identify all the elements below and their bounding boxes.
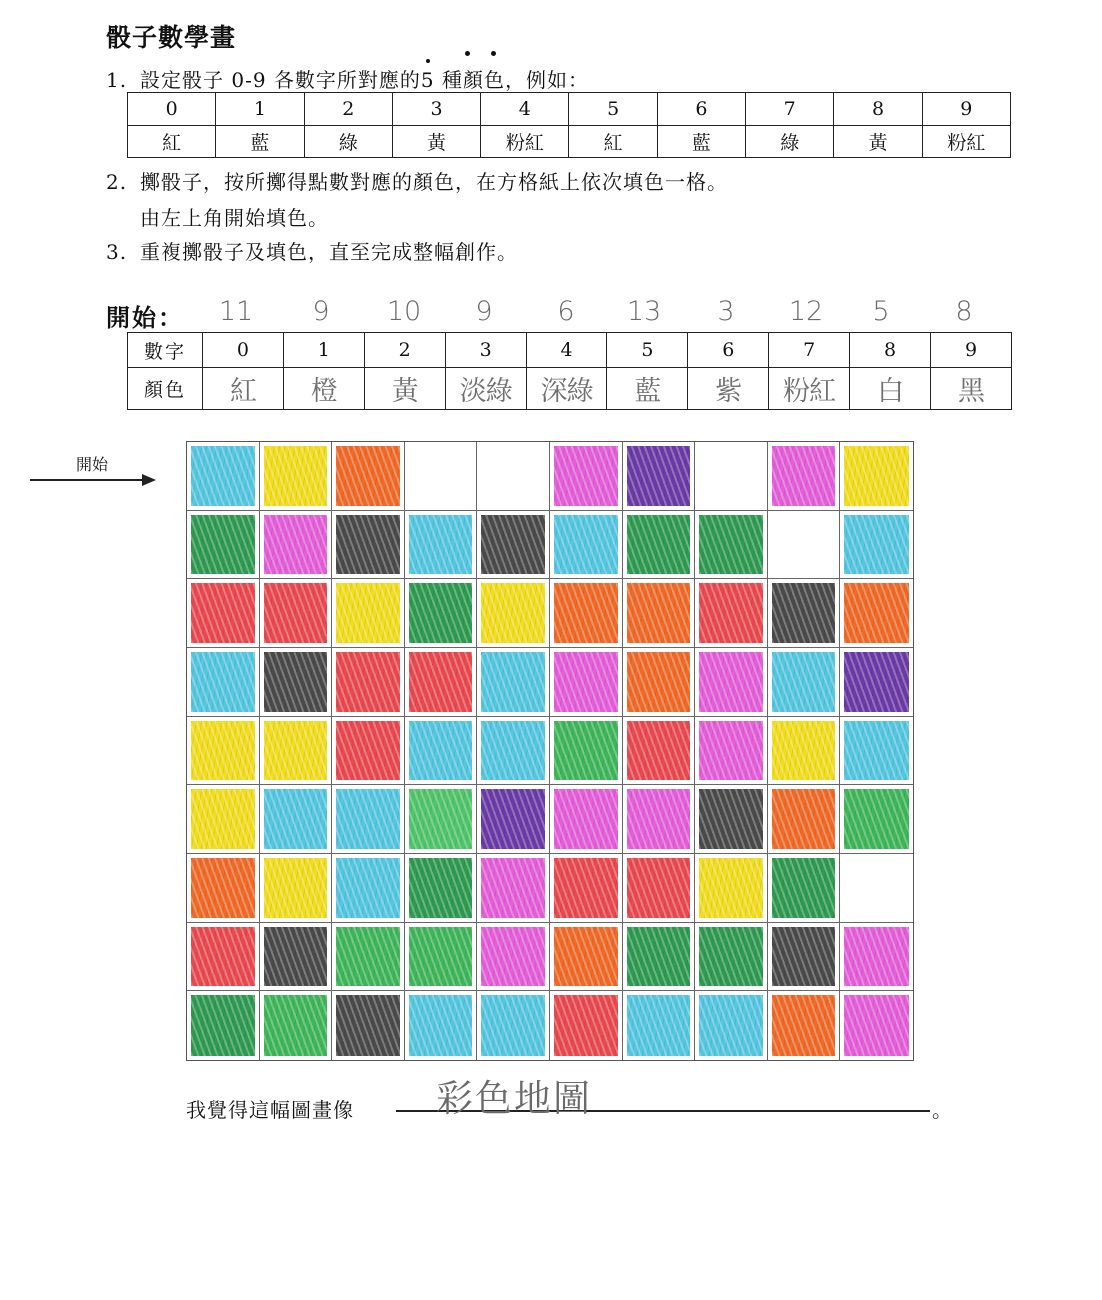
grid-cell — [840, 991, 913, 1060]
crayon-swatch — [772, 652, 836, 712]
crayon-swatch — [409, 858, 473, 918]
step-3-text: 重複擲骰子及填色，直至完成整幅創作。 — [140, 240, 518, 264]
example-number-cell: 6 — [657, 93, 745, 126]
grid-cell — [695, 854, 768, 923]
step-3 — [106, 236, 518, 265]
example-number-cell: 7 — [746, 93, 834, 126]
roll-value: 9 — [312, 296, 330, 327]
grid-cell — [477, 785, 550, 854]
grid-cell — [405, 579, 478, 648]
grid-cell — [405, 854, 478, 923]
crayon-swatch — [191, 721, 255, 781]
crayon-swatch — [627, 789, 691, 849]
grid-cell — [695, 648, 768, 717]
mapping-color-cell: 黑 — [931, 368, 1012, 410]
example-color-cell: 粉紅 — [922, 125, 1010, 158]
grid-cell — [550, 785, 623, 854]
grid-cell — [332, 511, 405, 580]
grid-cell — [695, 511, 768, 580]
crayon-swatch — [336, 583, 400, 643]
crayon-swatch — [627, 515, 691, 575]
grid-cell — [550, 923, 623, 992]
step-1-text-pre: 設定骰子 0-9 各數字所對應的 — [140, 68, 421, 92]
example-number-cell: 1 — [216, 93, 304, 126]
example-color-cell: 黃 — [834, 125, 922, 158]
crayon-swatch — [554, 858, 618, 918]
crayon-swatch — [772, 583, 836, 643]
start-label: 開始： — [106, 303, 184, 332]
grid-cell — [187, 648, 260, 717]
grid-cell — [550, 991, 623, 1060]
grid-cell — [405, 717, 478, 786]
crayon-swatch — [336, 515, 400, 575]
grid-cell — [768, 991, 841, 1060]
crayon-swatch — [772, 789, 836, 849]
grid-cell — [768, 579, 841, 648]
crayon-swatch — [264, 995, 328, 1056]
step-1 — [106, 64, 589, 93]
crayon-swatch — [772, 927, 836, 987]
grid-cell — [550, 579, 623, 648]
mapping-color-cell: 粉紅 — [769, 368, 850, 410]
crayon-swatch — [844, 652, 909, 712]
crayon-swatch — [699, 995, 763, 1056]
crayon-swatch — [191, 789, 255, 849]
example-color-cell: 紅 — [128, 125, 216, 158]
grid-cell — [332, 923, 405, 992]
crayon-swatch — [554, 652, 618, 712]
crayon-swatch — [409, 515, 473, 575]
crayon-swatch — [627, 927, 691, 987]
grid-cell — [840, 648, 913, 717]
crayon-swatch — [699, 583, 763, 643]
grid-cell — [332, 854, 405, 923]
grid-cell — [695, 923, 768, 992]
color-grid — [186, 441, 914, 1061]
grid-cell — [695, 579, 768, 648]
mapping-number-cell: 4 — [526, 333, 607, 368]
crayon-swatch — [772, 858, 836, 918]
crayon-swatch — [699, 789, 763, 849]
crayon-swatch — [264, 446, 328, 506]
crayon-swatch — [191, 515, 255, 575]
crayon-swatch — [627, 995, 691, 1056]
mapping-color-cell: 白 — [850, 368, 931, 410]
crayon-swatch — [772, 721, 836, 781]
crayon-swatch — [409, 652, 473, 712]
example-color-cell: 藍 — [216, 125, 304, 158]
roll-value: 11 — [218, 296, 254, 327]
step-1-dotted-text: 顏色 — [463, 64, 505, 93]
mapping-color-cell: 橙 — [283, 368, 364, 410]
step-1-text-post: ，例如： — [505, 68, 590, 92]
grid-cell — [260, 717, 333, 786]
grid-cell — [405, 442, 478, 511]
grid-cell — [405, 991, 478, 1060]
grid-cell — [768, 648, 841, 717]
sentence-prefix: 我覺得這幅圖畫像 — [186, 1098, 354, 1122]
step-1-text-mid: 種 — [434, 68, 464, 92]
grid-cell — [260, 579, 333, 648]
mapping-number-cell: 0 — [203, 333, 284, 368]
crayon-swatch — [336, 858, 400, 918]
crayon-swatch — [409, 995, 473, 1056]
sentence-period: 。 — [932, 1098, 952, 1122]
example-color-cell: 黃 — [392, 125, 480, 158]
mapping-number-cell: 9 — [931, 333, 1012, 368]
grid-cell — [623, 442, 696, 511]
grid-cell — [405, 923, 478, 992]
crayon-swatch — [191, 927, 255, 987]
crayon-swatch — [844, 583, 909, 643]
crayon-swatch — [191, 995, 255, 1056]
example-color-table — [127, 92, 1011, 158]
crayon-swatch — [627, 858, 691, 918]
step-2-continuation: 由左上角開始填色。 — [140, 206, 329, 230]
crayon-swatch — [554, 446, 618, 506]
grid-cell — [332, 991, 405, 1060]
mapping-color-cell: 淡綠 — [445, 368, 526, 410]
crayon-swatch — [264, 583, 328, 643]
example-color-cell: 綠 — [304, 125, 392, 158]
grid-cell — [840, 579, 913, 648]
crayon-swatch — [264, 721, 328, 781]
crayon-swatch — [772, 446, 836, 506]
grid-cell — [187, 991, 260, 1060]
grid-cell — [840, 511, 913, 580]
crayon-swatch — [844, 515, 909, 575]
crayon-swatch — [844, 446, 909, 506]
crayon-swatch — [772, 995, 836, 1056]
crayon-swatch — [844, 789, 909, 849]
crayon-swatch — [481, 858, 545, 918]
example-color-cell: 紅 — [569, 125, 657, 158]
grid-cell — [768, 442, 841, 511]
example-color-cell: 藍 — [657, 125, 745, 158]
roll-value: 10 — [386, 296, 422, 327]
example-number-cell: 8 — [834, 93, 922, 126]
grid-cell — [768, 854, 841, 923]
mapping-color-cell: 紫 — [688, 368, 769, 410]
grid-cell — [260, 854, 333, 923]
grid-cell — [840, 923, 913, 992]
crayon-swatch — [191, 652, 255, 712]
grid-cell — [260, 511, 333, 580]
crayon-swatch — [699, 721, 763, 781]
mapping-number-cell: 1 — [283, 333, 364, 368]
crayon-swatch — [481, 927, 545, 987]
crayon-swatch — [409, 789, 473, 849]
color-mapping-table — [127, 332, 1012, 410]
grid-cell — [623, 511, 696, 580]
roll-value: 13 — [626, 296, 662, 327]
grid-cell — [768, 511, 841, 580]
mapping-number-cell: 6 — [688, 333, 769, 368]
grid-cell — [332, 648, 405, 717]
crayon-swatch — [481, 583, 545, 643]
mapping-number-cell: 8 — [850, 333, 931, 368]
crayon-swatch — [336, 652, 400, 712]
crayon-swatch — [264, 515, 328, 575]
example-color-cell: 綠 — [746, 125, 834, 158]
crayon-swatch — [699, 515, 763, 575]
mapping-color-cell: 黃 — [364, 368, 445, 410]
mapping-number-cell: 2 — [364, 333, 445, 368]
crayon-swatch — [264, 652, 328, 712]
grid-cell — [187, 923, 260, 992]
example-number-cell: 2 — [304, 93, 392, 126]
grid-cell — [623, 854, 696, 923]
grid-cell — [187, 511, 260, 580]
grid-cell — [477, 923, 550, 992]
roll-value: 12 — [788, 296, 824, 327]
example-color-cell: 粉紅 — [481, 125, 569, 158]
grid-cell — [477, 854, 550, 923]
step-3-number: 3. — [106, 240, 128, 264]
step-2-text: 擲骰子，按所擲得點數對應的顏色，在方格紙上依次填色一格。 — [140, 170, 728, 194]
grid-cell — [332, 579, 405, 648]
grid-cell — [550, 442, 623, 511]
mapping-color-cell: 紅 — [203, 368, 284, 410]
crayon-swatch — [336, 995, 400, 1056]
roll-value: 8 — [955, 296, 973, 327]
grid-cell — [260, 923, 333, 992]
step-2 — [106, 166, 728, 195]
crayon-swatch — [844, 995, 909, 1056]
crayon-swatch — [627, 721, 691, 781]
crayon-swatch — [336, 446, 400, 506]
start-arrow-head-icon — [142, 474, 156, 486]
crayon-swatch — [336, 721, 400, 781]
crayon-swatch — [554, 583, 618, 643]
step-2-number: 2. — [106, 170, 128, 194]
mapping-number-cell: 3 — [445, 333, 526, 368]
crayon-swatch — [627, 583, 691, 643]
crayon-swatch — [554, 995, 618, 1056]
grid-cell — [477, 511, 550, 580]
crayon-swatch — [191, 446, 255, 506]
mapping-color-cell: 深綠 — [526, 368, 607, 410]
crayon-swatch — [409, 583, 473, 643]
mapping-number-cell: 7 — [769, 333, 850, 368]
grid-cell — [405, 511, 478, 580]
example-number-cell: 4 — [481, 93, 569, 126]
color-header: 顏色 — [128, 368, 203, 410]
grid-cell — [187, 854, 260, 923]
roll-value: 3 — [717, 296, 735, 327]
grid-cell — [260, 442, 333, 511]
crayon-swatch — [699, 858, 763, 918]
example-number-cell: 5 — [569, 93, 657, 126]
number-header: 數字 — [128, 333, 203, 368]
crayon-swatch — [627, 652, 691, 712]
crayon-swatch — [554, 721, 618, 781]
crayon-swatch — [554, 515, 618, 575]
handwritten-answer: 彩色地圖 — [436, 1077, 592, 1120]
crayon-swatch — [191, 858, 255, 918]
grid-cell — [332, 717, 405, 786]
grid-cell — [260, 648, 333, 717]
crayon-swatch — [481, 995, 545, 1056]
handwritten-rolls — [196, 296, 1016, 332]
crayon-swatch — [844, 721, 909, 781]
grid-cell — [550, 854, 623, 923]
crayon-swatch — [699, 927, 763, 987]
roll-value: 6 — [557, 296, 575, 327]
grid-cell — [840, 785, 913, 854]
grid-cell — [477, 579, 550, 648]
worksheet-title: 骰子數學畫 — [106, 23, 237, 52]
roll-value: 5 — [872, 296, 890, 327]
grid-cell — [187, 442, 260, 511]
crayon-swatch — [844, 927, 909, 987]
grid-cell — [695, 991, 768, 1060]
step-1-number: 1. — [106, 68, 128, 92]
crayon-swatch — [336, 789, 400, 849]
grid-cell — [695, 442, 768, 511]
crayon-swatch — [481, 789, 545, 849]
grid-cell — [405, 785, 478, 854]
crayon-swatch — [481, 652, 545, 712]
crayon-swatch — [264, 858, 328, 918]
grid-cell — [623, 579, 696, 648]
grid-cell — [405, 648, 478, 717]
grid-cell — [260, 785, 333, 854]
crayon-swatch — [481, 721, 545, 781]
crayon-swatch — [554, 927, 618, 987]
crayon-swatch — [409, 927, 473, 987]
example-number-cell: 3 — [392, 93, 480, 126]
start-arrow-line — [30, 479, 144, 481]
grid-cell — [840, 442, 913, 511]
grid-cell — [477, 717, 550, 786]
example-number-cell: 9 — [922, 93, 1010, 126]
crayon-swatch — [336, 927, 400, 987]
grid-cell — [840, 854, 913, 923]
crayon-swatch — [264, 789, 328, 849]
grid-cell — [187, 717, 260, 786]
crayon-swatch — [627, 446, 691, 506]
grid-cell — [550, 511, 623, 580]
grid-cell — [477, 648, 550, 717]
crayon-swatch — [191, 583, 255, 643]
grid-cell — [623, 648, 696, 717]
grid-cell — [623, 923, 696, 992]
crayon-swatch — [699, 652, 763, 712]
grid-cell — [550, 717, 623, 786]
arrow-start-label: 開始 — [76, 455, 109, 474]
grid-cell — [623, 717, 696, 786]
example-number-cell: 0 — [128, 93, 216, 126]
grid-cell — [332, 785, 405, 854]
crayon-swatch — [264, 927, 328, 987]
grid-cell — [477, 991, 550, 1060]
mapping-color-cell: 藍 — [607, 368, 688, 410]
crayon-swatch — [481, 515, 545, 575]
grid-cell — [477, 442, 550, 511]
grid-cell — [623, 785, 696, 854]
grid-cell — [623, 991, 696, 1060]
grid-cell — [840, 717, 913, 786]
grid-cell — [768, 717, 841, 786]
grid-cell — [187, 579, 260, 648]
grid-cell — [550, 648, 623, 717]
grid-cell — [695, 717, 768, 786]
grid-cell — [260, 991, 333, 1060]
grid-cell — [768, 785, 841, 854]
roll-value: 9 — [475, 296, 493, 327]
grid-cell — [695, 785, 768, 854]
crayon-swatch — [554, 789, 618, 849]
grid-cell — [187, 785, 260, 854]
mapping-number-cell: 5 — [607, 333, 688, 368]
step-1-emphasis: 5 — [420, 68, 435, 92]
grid-cell — [768, 923, 841, 992]
grid-cell — [332, 442, 405, 511]
crayon-swatch — [409, 721, 473, 781]
